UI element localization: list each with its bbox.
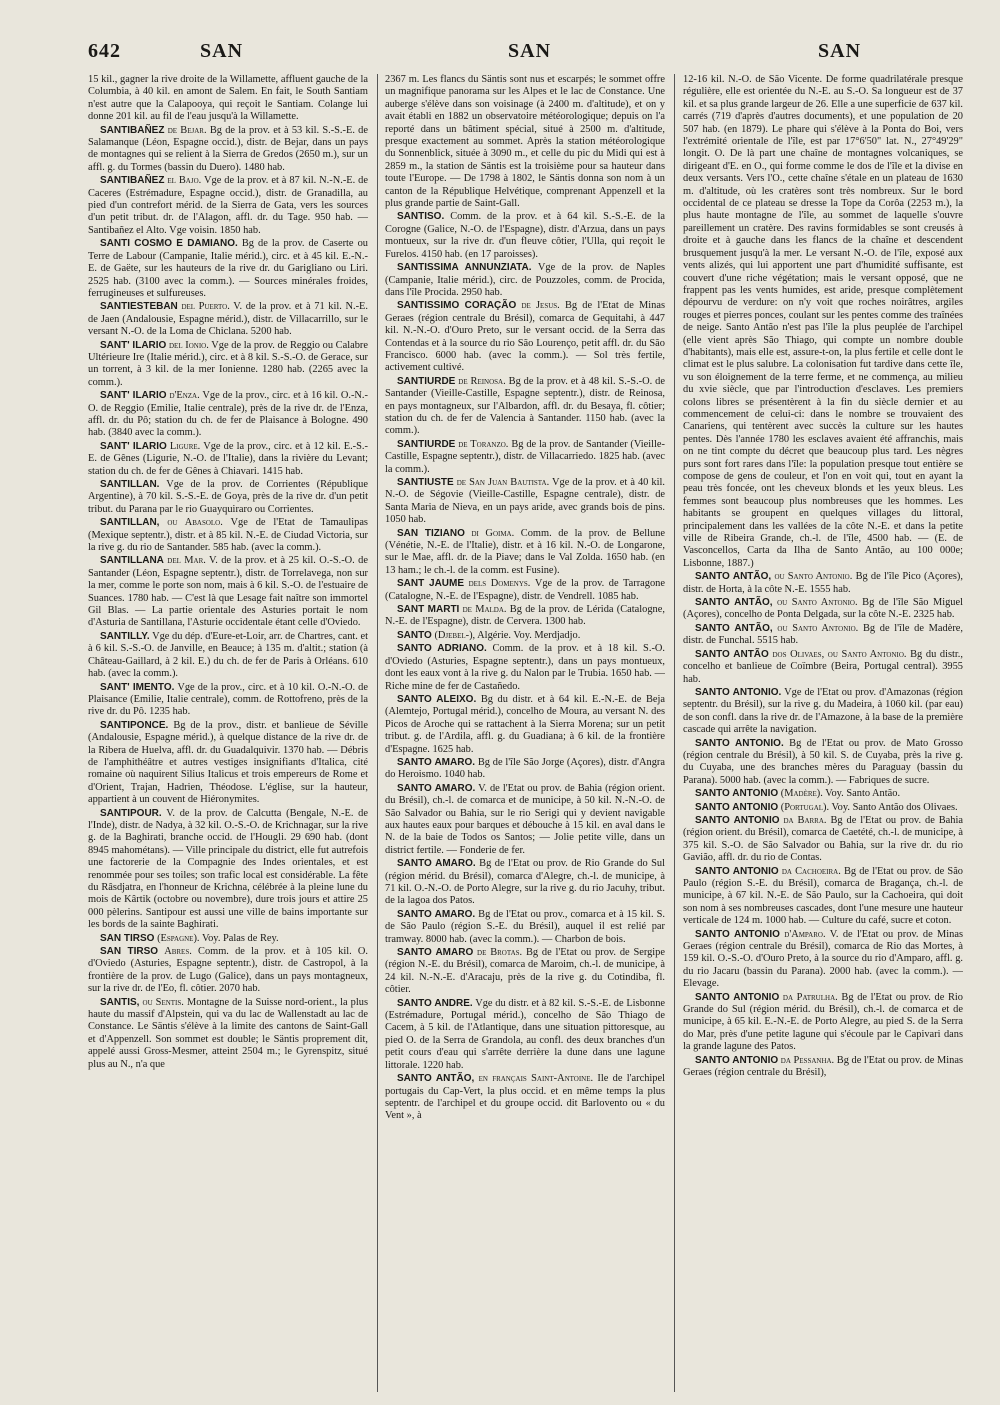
entry-headword: SANT JAUME [397,578,465,590]
entry-headword: SANTO [397,629,432,641]
entry-qualifier: (Portugal). [780,801,830,813]
entry-headword: SANTO ANTÃO, [695,571,772,583]
entry-headword: SANTISSIMA ANNUNZIATA. [397,262,532,274]
entry-text: Bg de l'Etat ou prov. de Minas Geraes (région centrale du Brésil), [683,1054,963,1079]
entry-headword: SANTIPONCE. [100,719,169,731]
entry-text: V. de la prov. de Calcutta (Bengale, N.-E. de l'Inde), distr. de Nadya, à 32 kil. O.-S.-O. de Krichnagar, sur la rive g. de la Baghirati, branche occid. de l'Hougli. 29 690 hab. (dont 8945 mahométans). — Ville principale du district, elle fut autrefois une factorerie de la Compagnie des Indes orientales, et est renommée pour ses toiles; son trafic local est considérable. La fête du Râsdjatra, en l'honneur de Krichna, célébrée à la pleine lune du mois de Kârtik (octobre ou novembre), dure trois jours et attire 25 000 pèlerins. Santipour est aussi une ville de bains importante sur les bords de la sainte Baghirati. [88,807,368,931]
running-head-right: SAN [818,40,862,62]
entry-text: Vge de l'Etat de Tamaulipas (Mexique septentr.), distr. et à 85 kil. N.-E. de Ciudad Victoria, sur la rive g. du rio de Santander. 585 hab. (avec la comm.). [88,517,368,554]
entry-text: Vge de la prov. de Reggio ou Calabre Ultérieure Ire (Italie mérid.), circ. et à 8 kil. S.-S.-O. de Gerace, sur un torrent, à 3 kil. de la mer Ionienne. 1280 hab. (2265 avec la comm.). [88,339,368,388]
dictionary-entry [683,597,963,622]
entry-text: 2367 m. Les flancs du Säntis sont nus et escarpés; le sommet offre un magnifique panorama sur les Alpes et le lac de Constance. Une auberge s'élève dans son voisinage (à 2400 m. d'altitude), et on y avait établi en 1882 un observatoire météorologique; depuis on l'a reporté dans un bâtiment spécial, situé à 2500 m. d'altitude, presque exactement au sommet. Après la station météorologique du Sonnenblick, située à 3090 m., et celle du pic du Midi qui est à 2859 m., la station de Säntis est la troisième pour sa hauteur dans toute l'Europe. — De 1798 à 1802, le Säntis donna son nom à un canton de la République Helvétique, comprenant Appenzell et la plus grande partie de Saint-Gall. [385,74,665,210]
entry-headword: SAN TIRSO [100,946,159,958]
entry-qualifier: da Cachoeira. [781,865,841,877]
dictionary-entry [88,340,368,390]
dictionary-entry [88,301,368,338]
entry-text: Bg de la prov. de Santander (Vieille-Castille, Espagne septentr.), distr. de Villacarriedo. 1825 hab. (avec la comm.). [385,438,665,475]
entry-text: Bg de l'île São Miguel (Açores), concelho de Ponta Delgada, sur la côte N.-E. 2325 hab. [683,597,963,621]
entry-text: Vge du distr. et à 82 kil. S.-S.-E. de Lisbonne (Estrémadure, Portugal mérid.), concelho de São Thiago de Cacem, à 5 kil. de l'Atlantique, dans une situation pittoresque, au pied O. de la Serra de Grandola, au confl. des deux branches d'un petit cours d'eau qui s'arrête derrière la dune dans une lagune littorale. 1220 hab. [385,997,665,1071]
entry-text: Bg de l'Etat ou prov. de Sergipe (région N.-E. du Brésil), comarca de Maroim, ch.-l. de municipe, à 24 kil. N.-N.-E. d'Aracaju, près de la rive g. du Cotindiba, fl. côtier. [385,947,665,996]
entry-qualifier: de Jesus. [521,300,560,312]
entry-qualifier: da Pessanha. [780,1054,835,1066]
entry-text: Bg de l'île São Jorge (Açores), distr. d'Angra do Heroismo. 1040 hab. [385,756,665,781]
dictionary-entry [88,74,368,124]
entry-text: Vge de la prov., circ. et à 10 kil. O.-N.-O. de Plaisance (Emilie, Italie centrale), comm. de Rottofreno, près de la rive dr. du Pô. 1235 hab. [88,681,368,718]
dictionary-entry [88,997,368,1071]
entry-text: Bg de l'Etat de Minas Geraes (région centrale du Brésil), comarca de Gequitahi, à 447 kil. N.-N.-O. d'Ouro Preto, sur le versant occid. de la Serra das Contendas et à la source du rio São Lourenço, petit affl. dr. du São Francisco. 6000 hab. (avec la comm.). — Sol très fertile, activement cultivé. [385,300,665,374]
entry-qualifier: da Barra. [783,814,827,826]
entry-text: Vge de la prov. et à 87 kil. N.-N.-E. de Caceres (Estrémadure, Espagne occid.), distr. de Granadilla, au pied d'un contrefort mérid. de la Sierra de Gata, vers les sources d'un petit tribut. dr. de l'Alagon, affl. dr. du Tage. 950 hab. — Santibañez el Alto. Vge voisin. 1850 hab. [88,175,368,236]
entry-text: Comm. de la prov. et à 18 kil. S.-O. d'Oviedo (Asturies, Espagne septentr.), dans un pays montueux, dont les eaux vont à la rive g. du Nalon par le Trubia. 1650 hab. — Riche mine de fer de Castañedo. [385,643,665,692]
entry-headword: SANT MARTI [397,604,460,616]
running-head-center: SAN [508,40,552,62]
dictionary-entry [385,477,665,527]
dictionary-entry [385,74,665,210]
entry-text: V. de l'Etat ou prov. de Minas Geraes (région centrale du Brésil), comarca de Rio das Mortes, à 159 kil. O.-S.-O. d'Ouro Preto, à la source du rio d'Amparo, affl. g. du rio Jacaru (bassin du Parana). 2000 hab. (avec la comm.). — Elevage. [683,928,963,990]
dictionary-entry [683,738,963,788]
entry-text: Comm. de la prov. de Bellune (Vénétie, N.-E. de l'Italie), distr. et à 16 kil. N.-O. de Longarone, sur le Mae, affl. dr. de la Piave; dans le Val Zolda. 1650 hab. (en 13 ham.; le ch.-l. de la comm. est Fusine). [385,527,665,576]
dictionary-entry [88,808,368,932]
entry-qualifier: de Bejar. [167,124,207,136]
entry-text: Vge de la prov. et à 40 kil. N.-O. de Ségovie (Vieille-Castille, Espagne centrale), distr. de Santa Maria de Nieva, en un pays aride, avec grands bois de pins. 1050 hab. [385,477,665,526]
dictionary-entry [88,175,368,237]
entry-text: Voy. Santo Antão dos Olivaes. [831,801,958,813]
entry-qualifier: de San Juan Bautista. [456,477,550,488]
entry-text: Comm. de la prov. et à 64 kil. S.-S.-E. de la Corogne (Galice, N.-O. de l'Espagne), distr. d'Arzua, dans un pays montueux, sur la rive dr. d'un fleuve côtier, l'Ulla, qui reçoit le Furelos. 4150 hab. (en 17 paroisses). [385,211,665,260]
entry-headword: SANTIS, [100,996,140,1008]
dictionary-entry [683,623,963,648]
entry-headword: SANTO AMARO. [397,858,476,870]
entry-headword: SANTIPOUR. [100,807,162,819]
dictionary-entry [385,300,665,374]
dictionary-entry [683,687,963,737]
entry-text: Bg de l'île Pico (Açores), distr. de Horta, à la côte N.-E. 1555 hab. [683,571,963,595]
dictionary-entry [385,643,665,693]
entry-text: Montagne de la Suisse nord-orient., la plus haute du massif d'Alpstein, qui va du lac de Wallenstadt au lac de Constance. Le Säntis s'élève à la limite des cantons de Saint-Gall et d'Appenzell. Son sommet est double; le Säntis proprement dit, appelé aussi Gross-Mesmer, atteint 2504 m.; le Gyrenspitz, situé plus au N., n'a que [88,996,368,1070]
entry-qualifier: del Ionio. [168,339,209,351]
page-number: 642 [88,40,121,62]
entry-headword: SANTI COSMO E DAMIANO. [100,238,238,250]
entry-headword: SANT' ILARIO [100,440,167,452]
entry-qualifier: ou Santo Antonio. [774,571,853,583]
entry-headword: SANT' ILARIO [100,390,167,402]
entry-qualifier: dels Domenys. [468,578,531,590]
entry-text: 12-16 kil. N.-O. de São Vicente. De forme quadrilatérale presque régulière, elle est orientée du N.-E. au S.-O. Sa longueur est de 37 kil. et sa plus grande largeur de 26. Elle a une superficie de 637 kil. carrés (719 d'après d'autres documents), et une population de 20 507 hab. (en 1879). Le phare qui s'élève à la Ponta do Boi, vers l'extrémité orientale de l'île, est par 17°6'50" lat. N., 27°49'29" longit. O. De là part une chaîne de montagnes volcaniques, se dirigeant d'E. en O., qui forme comme le dos de l'île et la divise en deux versants. Vers l'O., cette chaîne s'étale en un plateau de 1630 m. d'altitude, où les cratères sont très nombreux. Sur le bord occidental de ce plateau se dresse la Tope da Corôa (2253 m.), la plus haute montagne de l'île, au sommet de laquelle s'ouvre pareillement un cratère. Des ravins formidables se sont creusés à droite et à gauche dans les flancs de la chaîne et descendent brusquement jusqu'à la mer. Le versant N.-O. de l'île, exposé aux vents alizés, qui lui apportent une part d'humidité suffisante, est couvert d'une riche végétation; mais le versant opposé, que ne frappent pas les vents humides, est aride, presque complètement dépourvu de verdure: on n'y voit que roches noirâtres, argiles rouges et pierres ponces, coulant sur les pentes comme des traînées de neige. Santo Antão n'est pas l'île la plus peuplée de l'archipel (elle vient après São Thiago, qui compte un nombre double d'habitants), mais elle est, assure-t-on, la plus fertile et celle dont le climat est le plus salubre. La colonisation fut tardive dans cette île, vu son éloignement de la terre ferme, et ne commença, au milieu du xvie siècle, que par l'introduction d'esclaves. Les premiers colons libres se présentèrent à la fin du siècle dernier et au commencement de celui-ci: dans le nombre se trouvaient des Canariens, qui tentèrent avec succès la culture sur les hautes pentes. Dès l'année 1780 les esclaves avaient été affranchis, mais on ne tint compte du décret que beaucoup plus tard. Les nègres purs sont fort rares dans l'île: la population presque tout entière se compose de gens de couleur, et l'on en voit qui, tout en ayant la peau très foncée, ont les cheveux blonds et les yeux bleus. Les femmes sont beaucoup plus nombreuses que les hommes. Les habitants se groupent en quelques villages du littoral, principalement dans les vallées de la côte N.-E. et dans la petite ville de Ribeira Grande, ch.-l. de l'île, 4500 hab. — (E. de Vasconcellos, Carta da Ilha de Santo Antão, au 100 000e; Lisbonne, 1887.) [683,74,963,569]
entry-qualifier: (Djebel-), [434,629,476,641]
entry-headword: SANTO ANTÃO, [397,1073,475,1085]
dictionary-entry [683,802,963,814]
text-column-2 [385,74,665,1392]
entry-headword: SANTIURDE [397,438,456,450]
entry-headword: SANTO AMARO. [397,782,476,794]
entry-text: V. de la prov. et à 71 kil. N.-E. de Jaen (Andalousie, Espagne mérid.), distr. de Villacarrillo, sur le versant N.-O. de la Loma de Chiclana. 5200 hab. [88,301,368,338]
dictionary-entry [385,757,665,782]
page-header [88,40,968,66]
dictionary-entry [683,649,963,686]
dictionary-entry [385,439,665,476]
entry-headword: SANTIESTEBAN [100,301,178,313]
dictionary-entry [683,571,963,596]
entry-headword: SANTISSIMO CORAÇÃO [397,300,517,312]
text-column-1 [88,74,368,1392]
entry-text: Algérie. Voy. Merdjadjo. [477,629,581,641]
text-column-3 [683,74,963,1392]
entry-qualifier: (Espagne). [157,932,200,944]
dictionary-entry [385,1073,665,1123]
entry-qualifier: el Bajo. [167,175,202,187]
entry-headword: SANTILLY. [100,630,150,642]
entry-headword: SANTO ANTONIO. [695,686,782,698]
dictionary-entry [683,929,963,991]
entry-headword: SANTILLAN. [100,479,160,490]
dictionary-entry [88,479,368,516]
dictionary-entry [88,946,368,996]
entry-text: V. de la prov. et à 25 kil. O.-S.-O. de Santander (Léon, Espagne septentr.), distr. de Torrelavega, non sur la mer, comme le porte son nom, mais à 6 kil. S.-O. de l'estuaire de Suances. 1780 hab. — C'est là que Lesage fait naître son immortel Gil Blas. — La partie orientale des Asturies portait le nom d'Asturia de Santillana, l'Asturie occidentale étant celle d'Oviedo. [88,555,368,629]
entry-headword: SANTO ANTONIO [695,788,779,800]
entry-headword: SANT' ILARIO [100,339,167,351]
dictionary-entry [385,211,665,261]
entry-headword: SANTO ALEIXO. [397,693,477,705]
entry-headword: SANTO ADRIANO. [397,643,487,655]
entry-headword: SANTO ANTONIO [695,991,780,1003]
entry-qualifier: de Reinosa. [458,375,506,387]
dictionary-entry [385,604,665,629]
dictionary-entry [88,933,368,945]
column-divider [377,74,378,1392]
dictionary-entry [385,630,665,642]
entry-headword: SAN TIRSO [100,932,155,944]
entry-qualifier: ou Santo Antonio. [777,597,858,609]
entry-text: Bg de l'Etat ou prov., comarca et à 15 kil. S. de São Paulo (région S.-E. du Brésil), auquel il est relié par tramway. 8000 hab. (avec la comm.). — Charbon de bois. [385,908,665,945]
entry-text: Bg de l'Etat ou prov. de Rio Grande do Sul (région mérid. du Brésil), comarca d'Alegre, ch.-l. de municipe, à 71 kil. O.-N.-O. de Porto Alegre, sur la rive g. du rio Jacuhy, tribut. de la lagoa dos Patos. [385,858,665,907]
dictionary-entry [88,631,368,681]
entry-qualifier: de Malda. [462,604,507,616]
dictionary-entry [385,998,665,1072]
entry-qualifier: ou Sentis. [142,996,184,1008]
entry-text: 15 kil., gagner la rive droite de la Willamette, affluent gauche de la Columbia, à 40 kil. en amont de Salem. En fait, le South Santiam n'est autre que la Calapooya, qui reçoit le Santiam. Colange lui donne 201 kil. au fil de l'eau jusqu'à la Willamette. [88,74,368,123]
dictionary-entry [385,909,665,946]
entry-text: Bg de l'Etat ou prov. de Mato Grosso (région centrale du Brésil), à 50 kil. S. de Cuyaba, près la rive g. du Cuyaba, une des branches mères du Paraguay (bassin du Parana). 5000 hab. (avec la comm.). — Fabriques de sucre. [683,737,963,786]
entry-qualifier: d'Enza. [169,390,200,402]
entry-qualifier: del Puerto. [181,301,230,313]
entry-headword: SANTO ANTONIO. [695,737,784,749]
column-divider [674,74,675,1392]
entry-text: Bg de l'île de Madère, distr. de Funchal. 5515 hab. [683,622,963,647]
entry-text: Voy. Palas de Rey. [201,932,279,944]
dictionary-entry [385,262,665,299]
entry-headword: SANTILLANA [100,555,164,567]
entry-text: Vge de la prov. de Tarragone (Catalogne, N.-E. de l'Espagne), distr. de Vendrell. 1085 hab. [385,578,665,602]
entry-headword: SANTO ANTÃO [695,648,769,660]
entry-headword: SANTO ANTÃO, [695,597,773,609]
entry-headword: SANTO ANTONIO [695,928,780,940]
entry-headword: SANTISO. [397,211,445,223]
entry-text: Bg de la prov. de Lérida (Catalogne, N.-E. de l'Espagne), distr. de Cervera. 1300 hab. [385,604,665,628]
entry-qualifier: dos Olivaes, ou Santo Antonio. [772,648,907,660]
dictionary-entry [385,783,665,857]
entry-text: Bg de l'Etat ou prov. de Rio Grande do Sul (région mérid. du Brésil), ch.-l. de comarca et de municipe, à 65 kil. E.-N.-E. de Porto Alegre, au pied S. de la Serra do Mar, près d'une petite lagune qui s'écoule par le Capivari dans la grande lagune des Patos. [683,991,963,1053]
dictionary-entry [88,390,368,440]
entry-text: Bg de la prov., distr. et banlieue de Séville (Andalousie, Espagne mérid.), à quelque distance de la rive dr. de la Ribera de Huelva, affl. dr. du Guadalquivir. 1370 hab. — Débris de l'amphithéâtre et autres vestiges insignifiants d'Italica, cité romaine où naquirent Silius Italicus et trois empereurs de Rome et d'Orient, Trajan, Hadrien, Théodose. L'église, sur la hauteur, appartient à un couvent de Hiéronymites. [88,719,368,806]
entry-text: V. de l'Etat ou prov. de Bahia (région orient. du Brésil), ch.-l. de comarca et de municipe, à 50 kil. N.-N.-O. de São Salvador ou Bahia, sur le rio Serigi qui y devient navigable aux hautes eaux pour barques et débouche à 15 kil. en aval dans le N. de la baie de Todos os Santos; — Jolie petite ville, dans un district fertile. — Fonderie de fer. [385,782,665,856]
dictionary-entry [385,578,665,603]
entry-qualifier: ou Santo Antonio. [777,622,859,634]
entry-qualifier: en français Saint-Antoine. [478,1073,594,1085]
entry-headword: SANT' IMENTO. [100,681,175,693]
dictionary-entry [88,238,368,300]
entry-text: Bg de la prov. et à 48 kil. S.-S.-O. de Santander (Vieille-Castille, Espagne septentr.), distr. de Reinosa, en pays montagneux, sur l'Albardon, affl. dr. du Besaya, fl. côtier; station du ch. de fer de Valencia à Santander. 1150 hab. (avec la comm.). [385,375,665,437]
dictionary-entry [683,74,963,570]
dictionary-entry [385,947,665,997]
entry-text: Bg du distr., concelho et banlieue de Coïmbre (Beira, Portugal central). 3955 hab. [683,648,963,685]
entry-text: Vge de la prov. de Corrientes (République Argentine), à 70 kil. S.-S.-E. de Goya, près de la rive dr. d'un petit tribut. du Parana par le rio Guayquiraro ou Corrientes. [88,479,368,515]
entry-text: Bg de l'Etat ou prov. de São Paulo (région S.-E. du Brésil), comarca de Bragança, ch.-l. de municipe, à 67 kil. N.-E. de São Paulo, sur la Cachoeira, qui doit son nom à ses nombreuses cascades, dont l'une mesure une hauteur verticale de 124 m. 1000 hab. — Culture du café, sucre et coton. [683,865,963,927]
dictionary-entry [385,528,665,578]
dictionary-entry [683,788,963,800]
dictionary-entry [88,517,368,554]
dictionary-entry [88,555,368,629]
dictionary-entry [88,720,368,807]
entry-headword: SANTIBAÑEZ [100,175,165,187]
dictionary-entry [683,1055,963,1080]
entry-headword: SANTIURDE [397,375,456,387]
dictionary-entry [683,815,963,865]
entry-qualifier: de Toranzo. [458,438,509,450]
entry-headword: SAN TIZIANO [397,527,465,539]
entry-text: Vge de la prov. de Naples (Campanie, Italie mérid.), circ. de Pouzzoles, comm. de Procida, dans l'île Procida. 2950 hab. [385,262,665,298]
entry-headword: SANTILLAN, [100,517,160,529]
dictionary-entry [88,682,368,719]
entry-qualifier: Ligure. [169,440,201,452]
dictionary-entry [88,125,368,175]
entry-text: Voy. Santo Antão. [825,788,901,800]
entry-qualifier: del Mar. [167,555,206,567]
entry-qualifier: ou Abasolo. [167,517,223,529]
entry-text: Vge de la prov., circ. et à 16 kil. O.-N.-O. de Reggio (Emilie, Italie centrale), près de la rive dr. de l'Enza, affl. dr. du Pô; station du ch. de fer de Plaisance à Bologne. 490 hab. (3840 avec la comm.). [88,390,368,439]
dictionary-entry [88,441,368,478]
dictionary-entry [683,992,963,1054]
entry-headword: SANTO AMARO. [397,756,475,768]
entry-headword: SANTO ANTÃO, [695,622,773,634]
dictionary-entry [385,858,665,908]
entry-text: Vge du dép. d'Eure-et-Loir, arr. de Chartres, cant. et à 6 kil. S.-S.-O. de Janville, en Beauce; à 135 m. d'altit.; station (à Château-Gaillard, à 2 kil. E.) du ch. de fer de Paris à Orléans. 610 hab. (avec la comm.). [88,630,368,680]
entry-headword: SANTO ANTONIO [695,814,780,826]
entry-text: Bg du distr. et à 64 kil. E.-N.-E. de Beja (Alemtejo, Portugal mérid.), concelho de Moura, au versant N. des Picos de Aroche qui se rattachent à la Sierra Morena; sur un petit tribut. g. de l'Ardila, affl. g. du Guadiana; à 6 kil. de la frontière d'Espagne. 1625 hab. [385,693,665,755]
entry-headword: SANTO ANTONIO [695,801,779,813]
entry-headword: SANTO AMARO. [397,908,476,920]
entry-text: Bg de la prov. et à 53 kil. S.-S.-E. de Salamanque (Léon, Espagne occid.), distr. de Bejar, dans un pays de montagnes qui se relient à la Sierra de Gredos (2650 m.), sur un affl. g. du Tormes (bassin du Duero). 1480 hab. [88,124,368,173]
entry-headword: SANTO ANTONIO [695,865,779,877]
entry-qualifier: d'Amparo. [784,928,826,940]
dictionary-entry [385,694,665,756]
entry-qualifier: de Brotas. [477,947,523,959]
dictionary-entry [683,866,963,928]
entry-qualifier: (Madère). [780,788,823,800]
running-head-left: SAN [200,40,244,62]
entry-headword: SANTO ANDRE. [397,997,473,1009]
entry-headword: SANTIUSTE [397,477,454,488]
entry-text: Comm. de la prov. et à 105 kil. O. d'Oviedo (Asturies, Espagne septentr.), distr. de Castropol, à la frontière de la prov. de Lugo (Galice), dans un pays montagneux, sur la rive dr. de l'Eo, fl. côtier. 2070 hab. [88,946,368,995]
entry-text: Bg de la prov. de Caserte ou Terre de Labour (Campanie, Italie mérid.), circ. et à 45 kil. E.-N.-E. de Gaëte, sur les hauteurs de la rive dr. du Garigliano ou Liri. 2525 hab. (3100 avec la comm.). — Sources minérales froides, ferrugineuses et sulfureuses. [88,238,368,299]
entry-headword: SANTIBAÑEZ [100,124,165,136]
entry-text: Vge de la prov., circ. et à 12 kil. E.-S.-E. de Gênes (Ligurie, N.-O. de l'Italie), dans la rivière du Levant; station du ch. de fer de Gênes à Chiavari. 1415 hab. [88,440,368,477]
entry-text: Bg de l'Etat ou prov. de Bahia (région orient. du Brésil), comarca de Caetété, ch.-l. de municipe, à 375 kil. S.-O. de São Salvador ou Bahia, sur la rive dr. du rio Gavião, affl. dr. du rio de Contas. [683,814,963,864]
dictionary-entry [385,376,665,438]
entry-text: Vge de l'Etat ou prov. d'Amazonas (région septentr. du Brésil), sur la rive g. du Madeira, à 1060 kil. (par eau) de son confl. dans la rive dr. de l'Amazone, à la base de la première cascade qui arrête la navigation. [683,686,963,736]
entry-headword: SANTO AMARO [397,947,474,959]
entry-qualifier: da Patrulha. [782,991,838,1003]
entry-qualifier: di Goima. [471,527,515,539]
entry-qualifier: Abres. [164,946,192,958]
entry-text: Ile de l'archipel portugais du Cap-Vert, la plus occid. et en même temps la plus septentr. de l'archipel et du groupe occid. dit Barlovento ou « du Vent », à [385,1073,665,1122]
entry-headword: SANTO ANTONIO [695,1054,779,1066]
